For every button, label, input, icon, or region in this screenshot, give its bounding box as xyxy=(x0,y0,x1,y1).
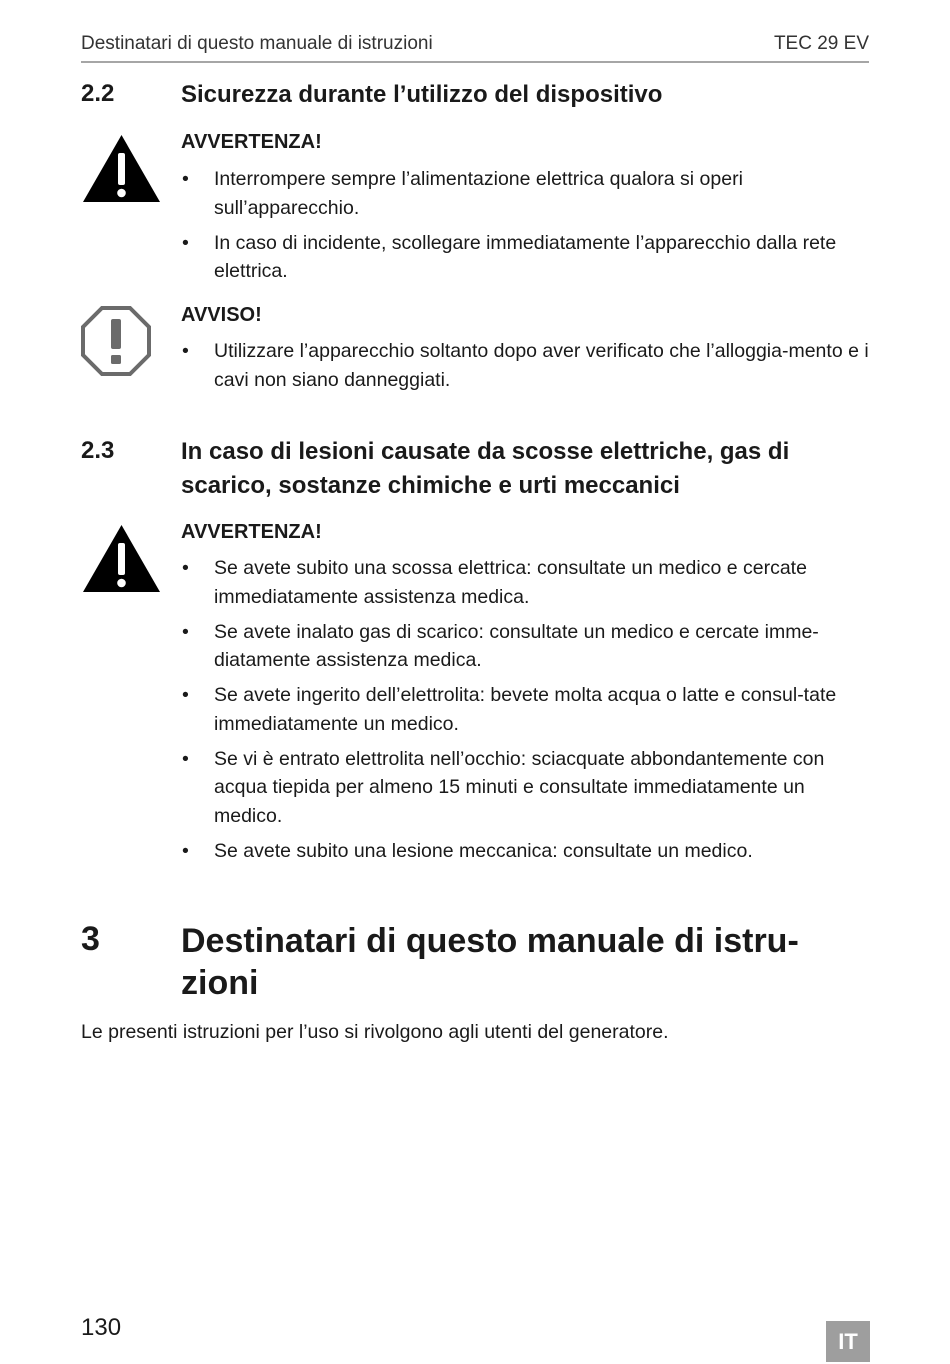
notice-octagon-icon xyxy=(80,305,152,382)
warning-triangle-icon xyxy=(81,523,162,599)
page-number: 130 xyxy=(81,1314,122,1341)
chapter-number: 3 xyxy=(81,920,100,958)
header-product-name: TEC 29 EV xyxy=(773,33,869,54)
section-title: In caso di lesioni causate da scosse elettriche, gas di scarico, sostanze chimiche e urti meccanici xyxy=(181,438,790,499)
list-item: • Se avete subito una scossa elettrica: consultate un medico e cercate immediatamente assistenza medica. xyxy=(181,554,871,611)
section-number: 2.3 xyxy=(81,437,115,464)
chapter-title: Destinatari di questo manuale di istru-zioni xyxy=(181,922,799,1002)
notice-label: AVVISO! xyxy=(181,304,262,326)
list-item: • Se avete inalato gas di scarico: consultate un medico e cercate imme-diatamente assistenza medica. xyxy=(181,618,871,675)
warning-label: AVVERTENZA! xyxy=(181,131,322,153)
warning-list xyxy=(181,554,871,872)
header-chapter-title: Destinatari di questo manuale di istruzioni xyxy=(81,33,433,54)
chapter-paragraph: Le presenti istruzioni per l’uso si rivolgono agli utenti del generatore. xyxy=(81,1021,669,1043)
list-item: • In caso di incidente, scollegare immediatamente l’apparecchio dalla rete elettrica. xyxy=(181,229,871,286)
warning-triangle-icon xyxy=(81,133,162,209)
list-item: • Utilizzare l’apparecchio soltanto dopo aver verificato che l’alloggia-mento e i cavi non siano danneggiati. xyxy=(181,337,871,394)
section-title: Sicurezza durante l’utilizzo del dispositivo xyxy=(181,81,663,108)
list-item: • Se avete ingerito dell’elettrolita: bevete molta acqua o latte e consul-tate immediatamente un medico. xyxy=(181,681,871,738)
notice-list xyxy=(181,337,871,401)
warning-label: AVVERTENZA! xyxy=(181,521,322,543)
list-item: • Interrompere sempre l’alimentazione elettrica qualora si operi sull’apparecchio. xyxy=(181,165,871,222)
running-header xyxy=(81,30,869,63)
list-item: • Se avete subito una lesione meccanica: consultate un medico. xyxy=(181,837,871,866)
list-item: • Se vi è entrato elettrolita nell’occhio: sciacquate abbondantemente con acqua tiepida per almeno 15 minuti e consultate immediatamente un medico. xyxy=(181,745,871,831)
section-number: 2.2 xyxy=(81,80,115,107)
language-badge: IT xyxy=(826,1321,870,1362)
warning-list xyxy=(181,165,871,292)
